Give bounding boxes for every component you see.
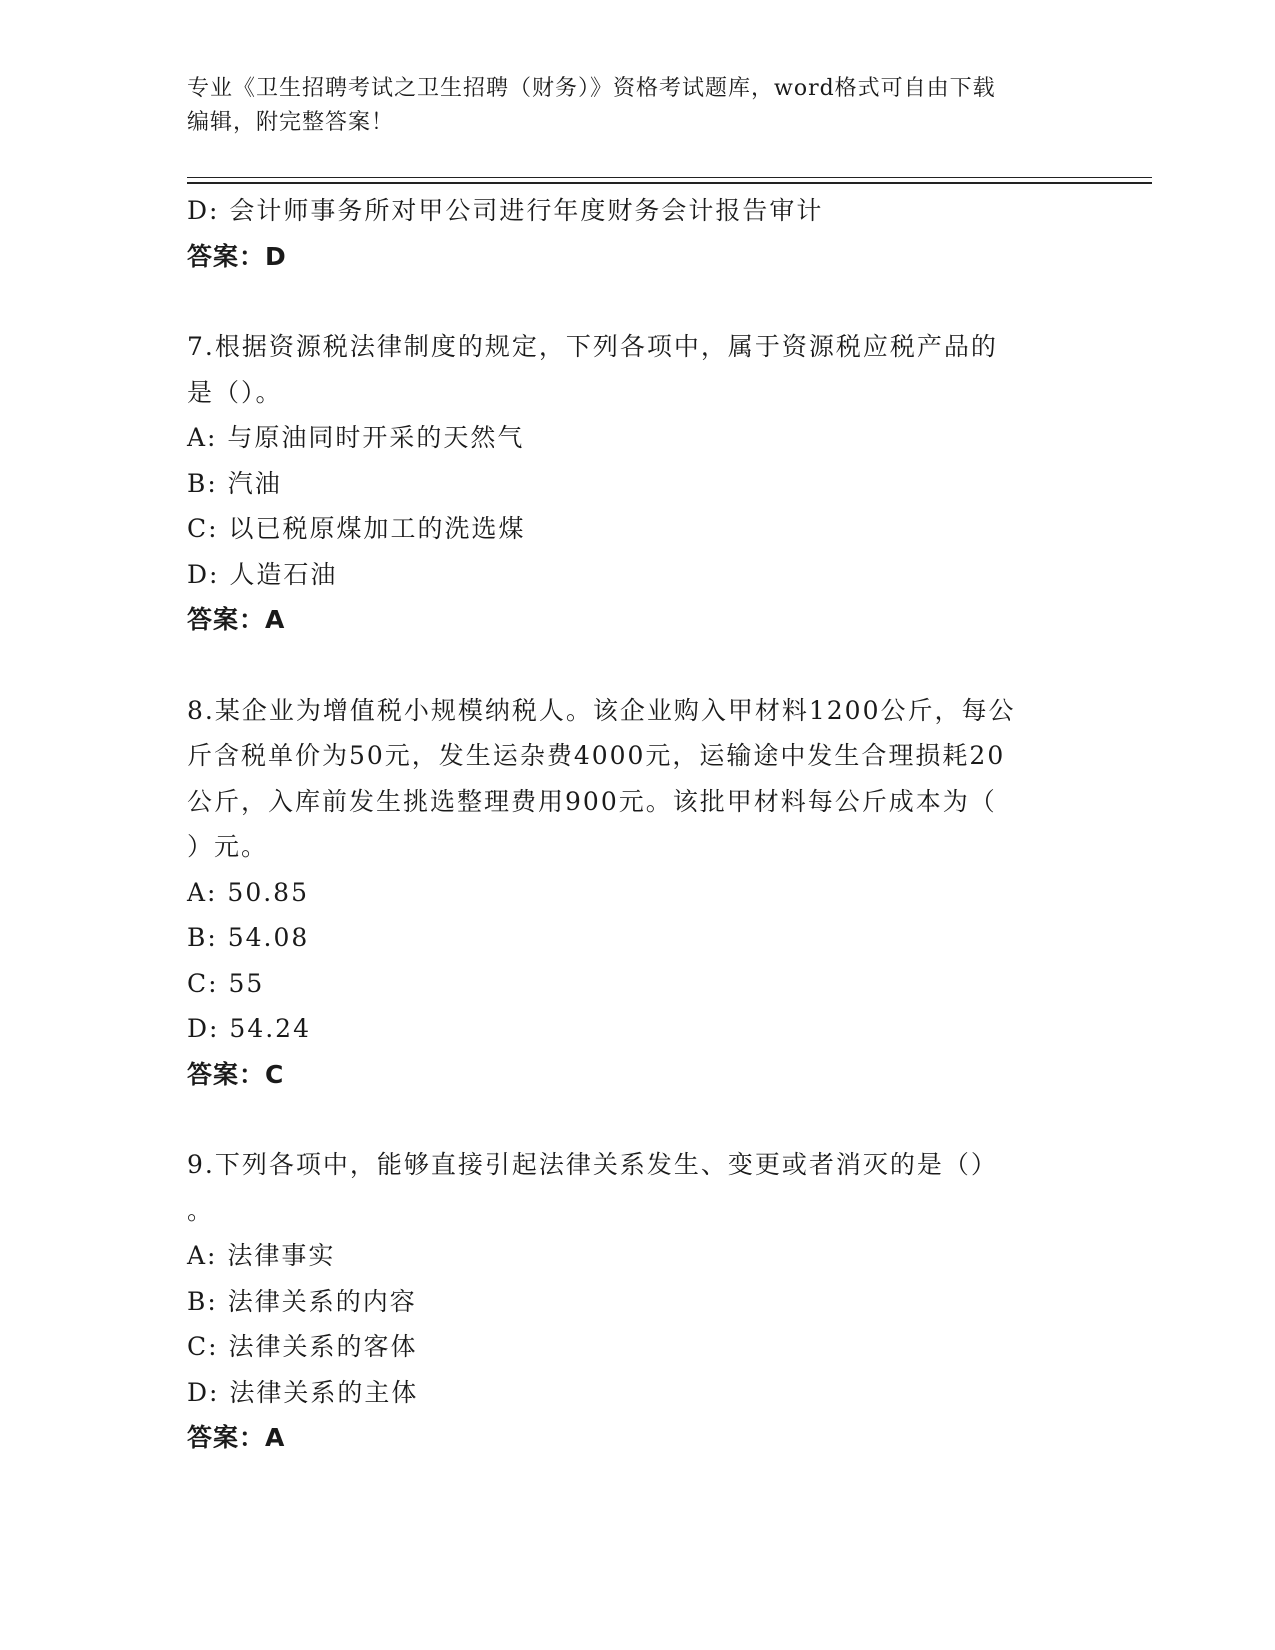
- question-stem-line: 。: [187, 1195, 215, 1225]
- answer: 答案：C: [187, 1059, 285, 1089]
- question-stem-line: 9.下列各项中，能够直接引起法律关系发生、变更或者消灭的是（）: [187, 1150, 998, 1179]
- option-a: A: 与原油同时开采的天然气: [187, 423, 525, 452]
- option-b: B: 54.08: [187, 923, 310, 952]
- question-stem-line: 公斤，入库前发生挑选整理费用900元。该批甲材料每公斤成本为（: [187, 786, 997, 816]
- option-a: A: 50.85: [187, 877, 309, 907]
- option-c: C: 以已税原煤加工的洗选煤: [187, 514, 526, 543]
- question-stem-line: 7.根据资源税法律制度的规定，下列各项中，属于资源税应税产品的: [187, 332, 998, 361]
- question-7: [187, 324, 1087, 643]
- header-divider-thin: [187, 177, 1152, 178]
- option-b: B: 汽油: [187, 468, 282, 498]
- spacer: [187, 1097, 1087, 1142]
- answer: 答案：A: [187, 605, 286, 634]
- spacer: [187, 279, 1087, 324]
- question-stem-line: 8.某企业为增值税小规模纳税人。该企业购入甲材料1200公斤，每公: [187, 695, 1016, 725]
- prev-answer: 答案：D: [187, 241, 287, 271]
- question-list: [187, 188, 1087, 1461]
- spacer: [187, 643, 1087, 688]
- header-line-2: 编辑，附完整答案！: [187, 110, 395, 135]
- prev-option-d: D: 会计师事务所对甲公司进行年度财务会计报告审计: [187, 196, 824, 225]
- header-line-1: 专业《卫生招聘考试之卫生招聘（财务）》资格考试题库，word格式可自由下载: [187, 76, 996, 101]
- question-stem-line: 是（）。: [187, 377, 283, 407]
- option-a: A: 法律事实: [187, 1241, 336, 1270]
- option-d: D: 法律关系的主体: [187, 1377, 419, 1407]
- option-c: C: 法律关系的客体: [187, 1332, 418, 1361]
- question-8: [187, 688, 1087, 1098]
- option-d: D: 人造石油: [187, 559, 338, 589]
- option-c: C: 55: [187, 968, 265, 998]
- answer: 答案：A: [187, 1423, 286, 1452]
- question-9: [187, 1142, 1087, 1461]
- question-stem-line: ）元。: [187, 832, 269, 861]
- question-stem-line: 斤含税单价为50元，发生运杂费4000元，运输途中发生合理损耗20: [187, 741, 1006, 770]
- header-divider-thick: [187, 182, 1152, 184]
- document-header: [187, 72, 1067, 140]
- option-d: D: 54.24: [187, 1014, 311, 1043]
- option-b: B: 法律关系的内容: [187, 1286, 417, 1316]
